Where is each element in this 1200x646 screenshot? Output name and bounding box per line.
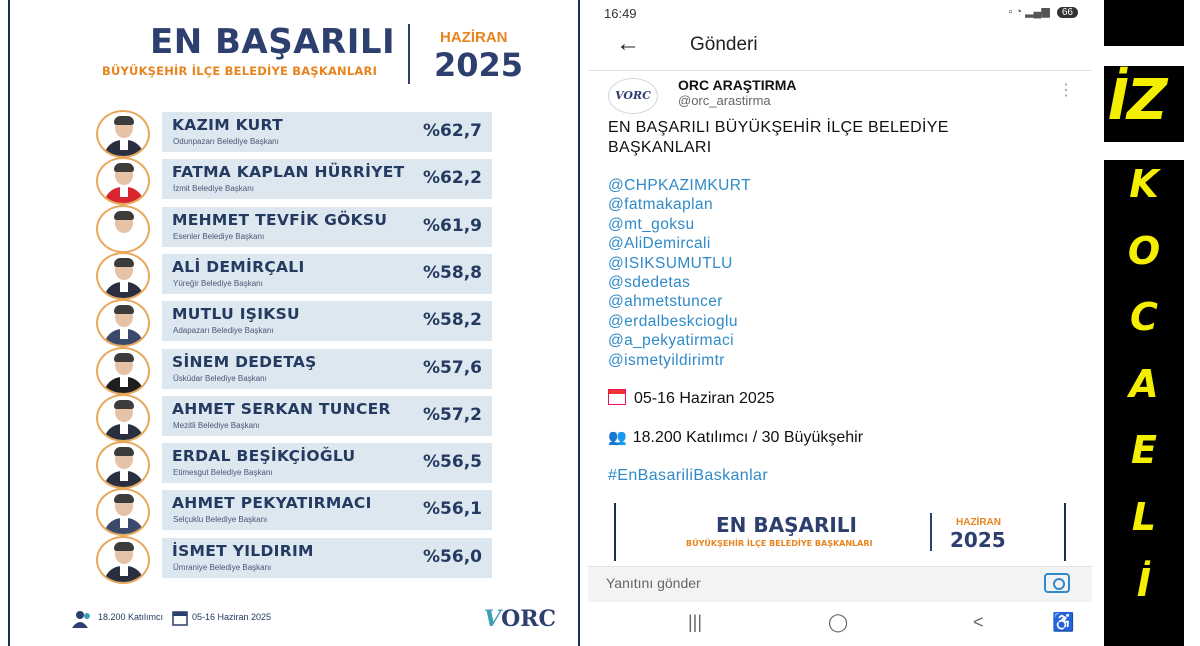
ranking-row xyxy=(96,347,496,391)
side-title-letters xyxy=(1104,160,1184,646)
avatar xyxy=(96,205,150,253)
post-date-line: 05-16 Haziran 2025 xyxy=(608,389,775,408)
ranking-infographic xyxy=(8,0,580,646)
approval-percent: %57,6 xyxy=(423,357,482,378)
side-title xyxy=(1104,0,1184,646)
avatar xyxy=(96,299,150,347)
recent-apps-button[interactable]: ||| xyxy=(688,612,703,632)
avatar xyxy=(96,110,150,158)
ranking-row xyxy=(96,252,496,296)
screen-title: Gönderi xyxy=(690,34,758,55)
mention-link[interactable]: @a_pekyatirmaci xyxy=(608,332,734,350)
system-navbar xyxy=(588,604,1092,646)
post-handle[interactable]: @orc_arastirma xyxy=(678,93,771,108)
camera-icon[interactable] xyxy=(1044,573,1070,593)
infographic-month: HAZİRAN xyxy=(440,29,508,46)
post-participants-line: 👥 18.200 Katılımcı / 30 Büyükşehir xyxy=(608,429,864,446)
ranking-card xyxy=(162,538,492,578)
approval-percent: %56,5 xyxy=(423,452,482,473)
embed-year: 2025 xyxy=(950,528,1006,552)
avatar[interactable]: VORC xyxy=(608,78,658,114)
mayor-title: Odunpazarı Belediye Başkanı xyxy=(173,137,279,146)
ranking-row xyxy=(96,488,496,532)
mayor-title: İzmit Belediye Başkanı xyxy=(173,184,254,194)
mention-link[interactable]: @mt_goksu xyxy=(608,215,695,233)
battery-indicator: 66 xyxy=(1057,7,1078,18)
mayor-name: ALİ DEMİRÇALI xyxy=(172,257,305,276)
embed-subtitle: BÜYÜKŞEHİR İLÇE BELEDİYE BAŞKANLARI xyxy=(686,539,873,548)
approval-percent: %58,2 xyxy=(423,310,482,331)
phone-screenshot xyxy=(588,0,1092,646)
approval-percent: %61,9 xyxy=(423,215,482,236)
mention-link[interactable]: @CHPKAZIMKURT xyxy=(608,177,751,194)
approval-percent: %56,1 xyxy=(423,499,482,520)
home-button[interactable]: ◯ xyxy=(828,612,849,632)
avatar xyxy=(96,394,150,442)
ranking-card xyxy=(162,207,492,247)
mention-link[interactable]: @AliDemircali xyxy=(608,235,711,253)
mayor-title: Üsküdar Belediye Başkanı xyxy=(173,373,267,383)
more-icon[interactable]: ⋮ xyxy=(1058,82,1074,99)
approval-percent: %58,8 xyxy=(423,262,482,283)
calendar-icon xyxy=(172,610,188,631)
mention-link[interactable]: @fatmakaplan xyxy=(608,196,713,214)
ranking-row xyxy=(96,536,496,580)
accessibility-button[interactable]: ♿ xyxy=(1052,612,1075,632)
orc-logo: VORC xyxy=(484,606,557,632)
post-hashtag[interactable]: #EnBasariliBaskanlar xyxy=(608,467,769,484)
mention-link[interactable]: @ismetyildirimtr xyxy=(608,351,725,369)
ranking-row xyxy=(96,157,496,201)
mayor-name: AHMET PEKYATIRMACI xyxy=(172,494,372,513)
mention-list xyxy=(608,176,751,370)
header-divider xyxy=(408,24,410,84)
mayor-name: SİNEM DEDETAŞ xyxy=(172,352,317,371)
header-divider xyxy=(588,70,1092,71)
ranking-row xyxy=(96,441,496,485)
footer-participants: 18.200 Katılımcı xyxy=(98,612,164,622)
ranking-card xyxy=(162,159,492,199)
side-title-letter: A xyxy=(1129,361,1159,406)
mayor-title: Etimesgut Belediye Başkanı xyxy=(173,468,273,478)
mention-link[interactable]: @erdalbeskcioglu xyxy=(608,312,738,330)
status-icons: ▫ ◔ ▂▄▆ 66 xyxy=(1008,5,1078,18)
mayor-title: Selçuklu Belediye Başkanı xyxy=(173,515,268,525)
mayor-name: KAZIM KURT xyxy=(172,116,283,134)
people-icon xyxy=(72,610,94,633)
avatar xyxy=(96,252,150,300)
infographic-year: 2025 xyxy=(434,46,524,84)
status-time: 16:49 xyxy=(604,6,637,21)
mayor-name: FATMA KAPLAN HÜRRİYET xyxy=(172,163,405,182)
avatar xyxy=(96,536,150,584)
reply-bar[interactable] xyxy=(588,566,1092,602)
arrow-left-icon[interactable]: ← xyxy=(616,30,640,57)
avatar xyxy=(96,488,150,536)
mayor-name: ERDAL BEŞİKÇİOĞLU xyxy=(172,447,356,466)
embed-month: HAZİRAN xyxy=(956,517,1001,528)
ranking-row xyxy=(96,394,496,438)
side-block-top xyxy=(1104,0,1184,46)
ranking-card xyxy=(162,301,492,341)
mention-link[interactable]: @ahmetstuncer xyxy=(608,293,723,311)
post-author[interactable]: ORC ARAŞTIRMA xyxy=(678,77,797,93)
side-title-letter: C xyxy=(1130,295,1158,339)
mayor-title: Esenler Belediye Başkanı xyxy=(173,231,265,241)
mayor-name: İSMET YILDIRIM xyxy=(172,541,314,560)
calendar-icon xyxy=(608,389,626,405)
ranking-row xyxy=(96,110,496,154)
back-button[interactable]: < xyxy=(973,612,984,632)
infographic-subtitle: BÜYÜKŞEHİR İLÇE BELEDİYE BAŞKANLARI xyxy=(102,64,378,78)
approval-percent: %62,7 xyxy=(423,121,482,141)
mayor-title: Adapazarı Belediye Başkanı xyxy=(173,326,274,336)
side-title-letter: E xyxy=(1131,428,1157,472)
embedded-image[interactable] xyxy=(614,503,1066,561)
ranking-row xyxy=(96,205,496,249)
mention-link[interactable]: @sdedetas xyxy=(608,274,691,292)
avatar xyxy=(96,347,150,395)
mayor-title: Yüreğir Belediye Başkanı xyxy=(173,278,263,288)
side-title-letter: K xyxy=(1129,162,1159,206)
mayor-name: AHMET SERKAN TUNCER xyxy=(172,399,391,418)
mayor-name: MEHMET TEVFİK GÖKSU xyxy=(172,210,388,229)
mention-link[interactable]: @ISIKSUMUTLU xyxy=(608,254,733,272)
ranking-card xyxy=(162,254,492,294)
avatar xyxy=(96,157,150,205)
side-title-letter: L xyxy=(1131,494,1157,539)
ranking-card xyxy=(162,443,492,483)
footer-dates: 05-16 Haziran 2025 xyxy=(192,612,272,622)
ranking-card xyxy=(162,349,492,389)
ranking-card xyxy=(162,490,492,530)
mayor-title: Ümraniye Belediye Başkanı xyxy=(173,562,272,572)
infographic-title: EN BAŞARILI xyxy=(150,22,396,62)
approval-percent: %62,2 xyxy=(423,168,482,189)
embed-title: EN BAŞARILI xyxy=(716,513,857,537)
mayor-title: Mezitli Belediye Başkanı xyxy=(173,420,260,430)
approval-percent: %56,0 xyxy=(423,546,482,567)
approval-percent: %57,2 xyxy=(423,404,482,425)
avatar xyxy=(96,441,150,489)
people-icon: 👥 xyxy=(608,429,627,446)
post-text: EN BAŞARILI BÜYÜKŞEHİR İLÇE BELEDİYE BAŞKANLARI xyxy=(608,119,949,156)
ranking-card xyxy=(162,112,492,152)
reply-input[interactable]: Yanıtını gönder xyxy=(606,575,701,591)
side-title-letter: O xyxy=(1127,228,1161,273)
mayor-name: MUTLU IŞIKSU xyxy=(172,305,300,324)
side-title-top: İZ xyxy=(1104,66,1184,142)
ranking-row xyxy=(96,299,496,343)
side-title-letter: İ xyxy=(1136,561,1152,605)
ranking-card xyxy=(162,396,492,436)
embed-divider xyxy=(930,513,932,551)
